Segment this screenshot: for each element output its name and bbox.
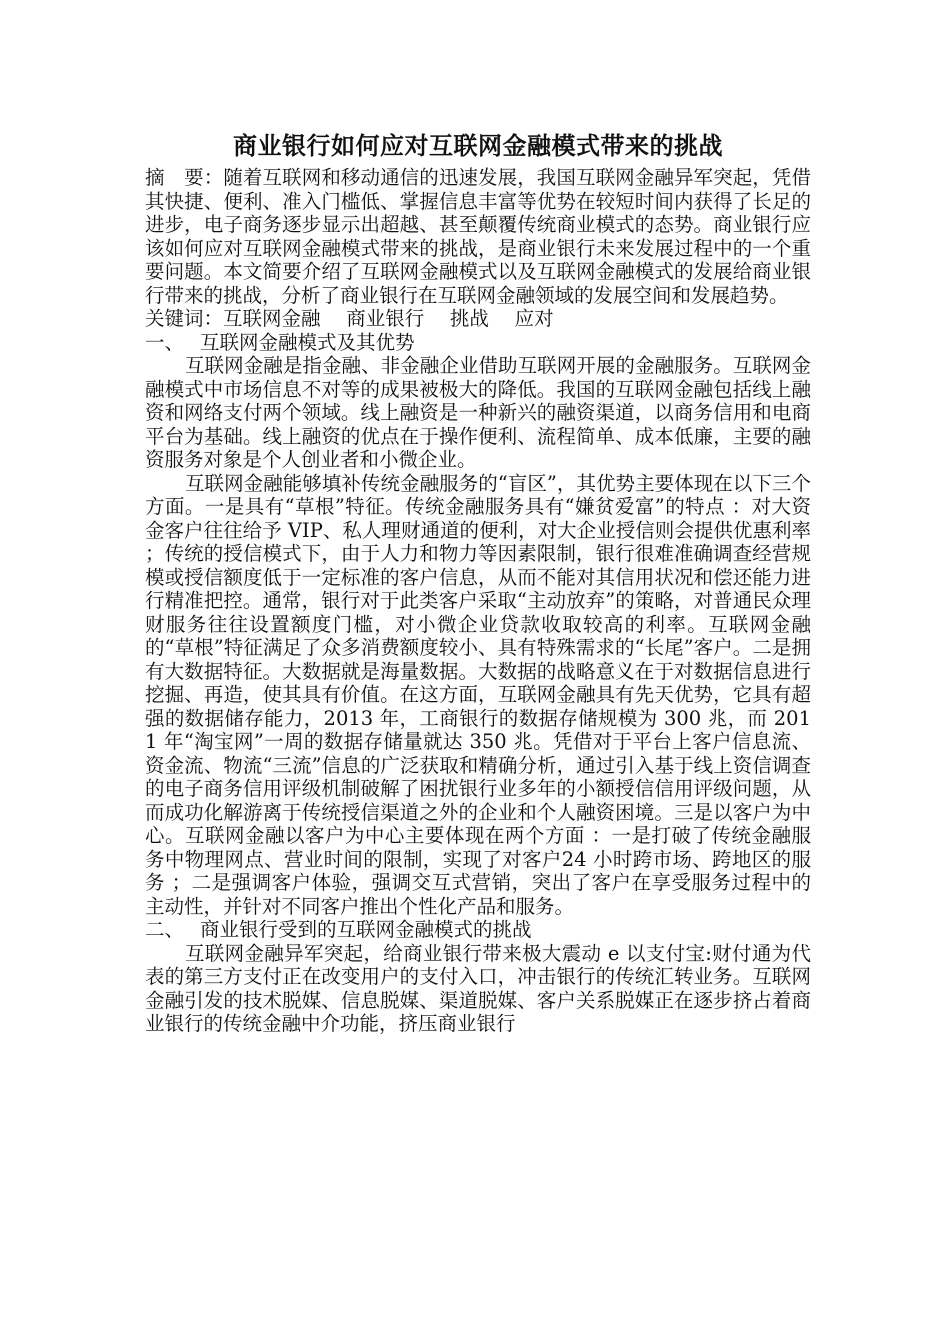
keywords-line: 关键词：互联网金融 商业银行 挑战 应对: [145, 307, 554, 330]
section1-paragraph-1: 互联网金融是指金融、非金融企业借助互联网开展的金融服务。互联网金融模式中市场信息不对等的成果被极大的降低。我国的互联网金融包括线上融资和网络支付两个领域。线上融资是一种新兴的融资渠道，以商务信用和电商平台为基础。线上融资的优点在于操作便利、流程简单、成本低廉，主要的融资服务对象是个人创业者和小微企业。: [145, 354, 811, 471]
document-title: 商业银行如何应对互联网金融模式带来的挑战: [233, 131, 723, 160]
abstract-paragraph: 摘 要：随着互联网和移动通信的迅速发展，我国互联网金融异军突起，凭借其快捷、便利、准入门槛低、掌握信息丰富等优势在较短时间内获得了长足的进步，电子商务逐步显示出超越、甚至颠覆传统商业模式的态势。商业银行应该如何应对互联网金融模式带来的挑战，是商业银行未来发展过程中的一个重要问题。本文简要介绍了互联网金融模式以及互联网金融模式的发展给商业银行带来的挑战，分析了商业银行在互联网金融领域的发展空间和发展趋势。: [145, 166, 811, 307]
section1-paragraph-2: 互联网金融能够填补传统金融服务的“盲区”，其优势主要体现在以下三个方面。一是具有“草根”特征。传统金融服务具有“嫌贫爱富”的特点 ：对大资金客户往往给予 VIP、私人理财通道的便利，对大企业授信则会提供优惠利率 ；传统的授信模式下，由于人力和物力等因素限制，银行很难准确调查经营规模或授信额度低于一定标准的客户信息，从而不能对其信用状况和偿还能力进行精准把控。通常，银行对于此类客户采取“主动放弃”的策略，对普通民众理财服务往往设置额度门槛，对小微企业贷款收取较高的利率。互联网金融的“草根”特征满足了众多消费额度较小、具有特殊需求的“长尾”客户。二是拥有大数据特征。大数据就是海量数据。大数据的战略意义在于对数据信息进行挖掘、再造，使其具有价值。在这方面，互联网金融具有先天优势，它具有超强的数据储存能力，2013 年，工商银行的数据存储规模为 300 兆，而 2011 年“淘宝网”一周的数据存储量就达 350 兆。凭借对于平台上客户信息流、资金流、物流“三流”信息的广泛获取和精确分析，通过引入基于线上资信调查的电子商务信用评级机制破解了困扰银行业多年的小额授信信用评级问题，从而成功化解游离于传统授信渠道之外的企业和个人融资困境。三是以客户为中心。互联网金融以客户为中心主要体现在两个方面 ：一是打破了传统金融服务中物理网点、营业时间的限制，实现了对客户24 小时跨市场、跨地区的服务 ；二是强调客户体验，强调交互式营销，突出了客户在享受服务过程中的主动性，并针对不同客户推出个性化产品和服务。: [145, 471, 811, 918]
section2-paragraph-1: 互联网金融异军突起，给商业银行带来极大震动 e 以支付宝:财付通为代表的第三方支付正在改变用户的支付入口，冲击银行的传统汇转业务。互联网金融引发的技术脱媒、信息脱媒、渠道脱媒、客户关系脱媒正在逐步挤占着商业银行的传统金融中介功能，挤压商业银行: [145, 941, 811, 1035]
section-heading-1: 一、 互联网金融模式及其优势: [145, 330, 415, 354]
document-page: [145, 130, 811, 1036]
section-heading-2: 二、 商业银行受到的互联网金融模式的挑战: [145, 918, 532, 941]
